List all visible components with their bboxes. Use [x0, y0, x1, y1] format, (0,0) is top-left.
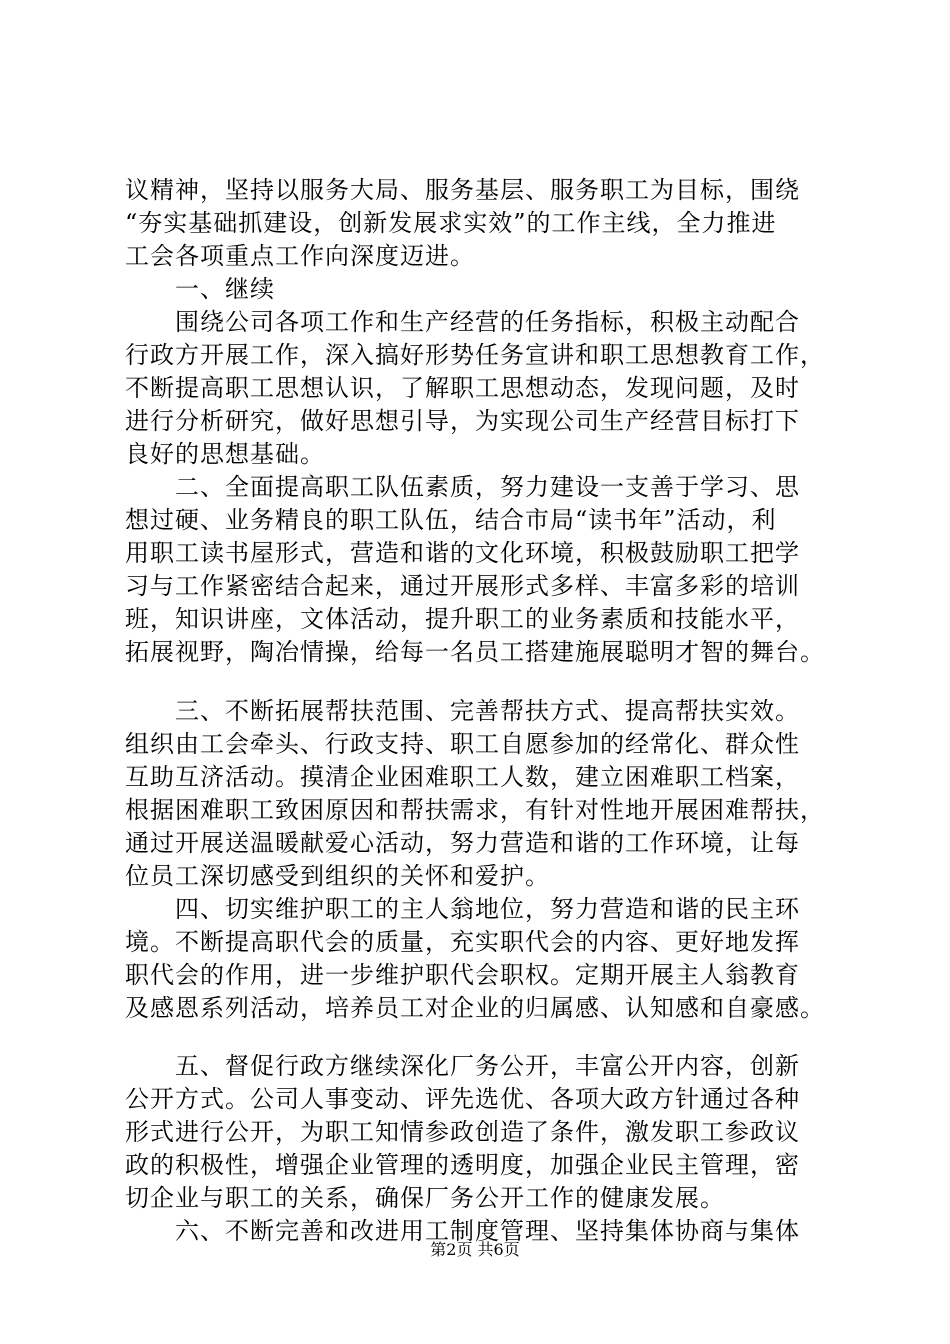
text-line: 议精神，坚持以服务大局、服务基层、服务职工为目标，围绕 — [125, 176, 800, 204]
text-line: 位员工深切感受到组织的关怀和爱护。 — [125, 862, 550, 890]
text-line: 政的积极性，增强企业管理的透明度，加强企业民主管理，密 — [125, 1151, 800, 1179]
text-line: 不断提高职工思想认识，了解职工思想动态，发现问题，及时 — [125, 374, 800, 402]
text-line: 五、督促行政方继续深化厂务公开，丰富公开内容，创新 — [175, 1052, 800, 1080]
text-line: 公开方式。公司人事变动、评先选优、各项大政方针通过各种 — [125, 1085, 800, 1113]
text-line: 六、不断完善和改进用工制度管理、坚持集体协商与集体 — [175, 1217, 800, 1245]
text-line: 形式进行公开，为职工知情参政创造了条件，激发职工参政议 — [125, 1118, 800, 1146]
text-line: 职代会的作用，进一步维护职代会职权。定期开展主人翁教育 — [125, 961, 800, 989]
text-line: 组织由工会牵头、行政支持、职工自愿参加的经常化、群众性 — [125, 730, 800, 758]
text-line: 良好的思想基础。 — [125, 440, 325, 468]
text-line: 切企业与职工的关系，确保厂务公开工作的健康发展。 — [125, 1184, 725, 1212]
text-line: 班，知识讲座，文体活动，提升职工的业务素质和技能水平， — [125, 605, 800, 633]
text-line: 想过硬、业务精良的职工队伍，结合市局“读书年”活动，利 — [125, 506, 777, 534]
page-number-footer: 第2页 共6页 — [430, 1240, 520, 1259]
text-line: 用职工读书屋形式，营造和谐的文化环境，积极鼓励职工把学 — [125, 539, 800, 567]
text-line: 习与工作紧密结合起来，通过开展形式多样、丰富多彩的培训 — [125, 572, 800, 600]
text-line: 及感恩系列活动，培养员工对企业的归属感、认知感和自豪感。 — [125, 994, 825, 1022]
text-line: 进行分析研究，做好思想引导，为实现公司生产经营目标打下 — [125, 407, 800, 435]
text-line: 三、不断拓展帮扶范围、完善帮扶方式、提高帮扶实效。 — [175, 697, 800, 725]
text-line: 围绕公司各项工作和生产经营的任务指标，积极主动配合 — [175, 308, 800, 336]
text-line: 二、全面提高职工队伍素质，努力建设一支善于学习、思 — [175, 473, 800, 501]
text-line: 境。不断提高职代会的质量，充实职代会的内容、更好地发挥 — [125, 928, 800, 956]
text-line: “夯实基础抓建设，创新发展求实效”的工作主线，全力推进 — [125, 209, 777, 237]
text-line: 四、切实维护职工的主人翁地位，努力营造和谐的民主环 — [175, 895, 800, 923]
text-line: 工会各项重点工作向深度迈进。 — [125, 242, 475, 270]
text-line: 根据困难职工致困原因和帮扶需求，有针对性地开展困难帮扶， — [125, 796, 825, 824]
text-line: 行政方开展工作，深入搞好形势任务宣讲和职工思想教育工作， — [125, 341, 825, 369]
section-heading: 一、继续 — [175, 275, 275, 303]
text-line: 拓展视野，陶冶情操，给每一名员工搭建施展聪明才智的舞台。 — [125, 638, 825, 666]
text-line: 通过开展送温暖献爱心活动，努力营造和谐的工作环境，让每 — [125, 829, 800, 857]
text-line: 互助互济活动。摸清企业困难职工人数，建立困难职工档案， — [125, 763, 800, 791]
